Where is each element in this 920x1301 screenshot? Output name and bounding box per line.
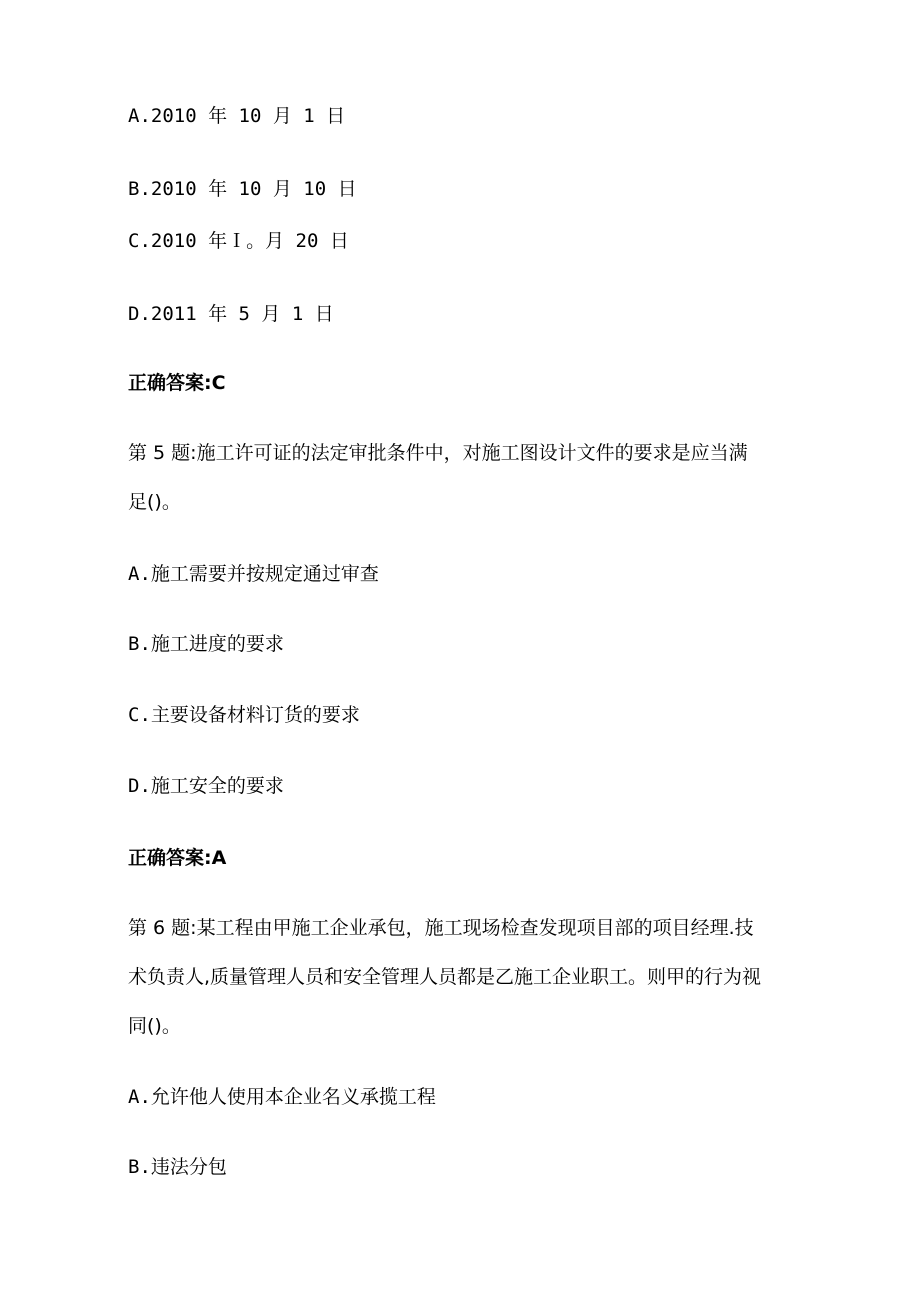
option-d: D.2011 年 5 月 1 日 — [128, 303, 334, 325]
option-a: A.施工需要并按规定通过审查 — [128, 563, 379, 585]
option-b: B.违法分包 — [128, 1156, 227, 1178]
option-b: B.2010 年 10 月 10 日 — [128, 178, 357, 200]
question-text-line: 足()。 — [128, 491, 181, 513]
question-text-line: 第 5 题:施工许可证的法定审批条件中，对施工图设计文件的要求是应当满 — [128, 442, 748, 464]
option-d: D.施工安全的要求 — [128, 775, 284, 797]
option-c: C.2010 年Ｉ。月 20 日 — [128, 230, 349, 252]
correct-answer: 正确答案:A — [128, 847, 227, 869]
correct-answer: 正确答案:C — [128, 372, 226, 394]
option-a: A.2010 年 10 月 1 日 — [128, 105, 346, 127]
option-c: C.主要设备材料订货的要求 — [128, 704, 360, 726]
option-b: B.施工进度的要求 — [128, 633, 284, 655]
question-text-line: 术负责人,质量管理人员和安全管理人员都是乙施工企业职工。则甲的行为视 — [128, 966, 762, 988]
question-text-line: 同()。 — [128, 1015, 181, 1037]
question-text-line: 第 6 题:某工程由甲施工企业承包，施工现场检查发现项目部的项目经理.技 — [128, 917, 754, 939]
option-a: A.允许他人使用本企业名义承揽工程 — [128, 1086, 436, 1108]
